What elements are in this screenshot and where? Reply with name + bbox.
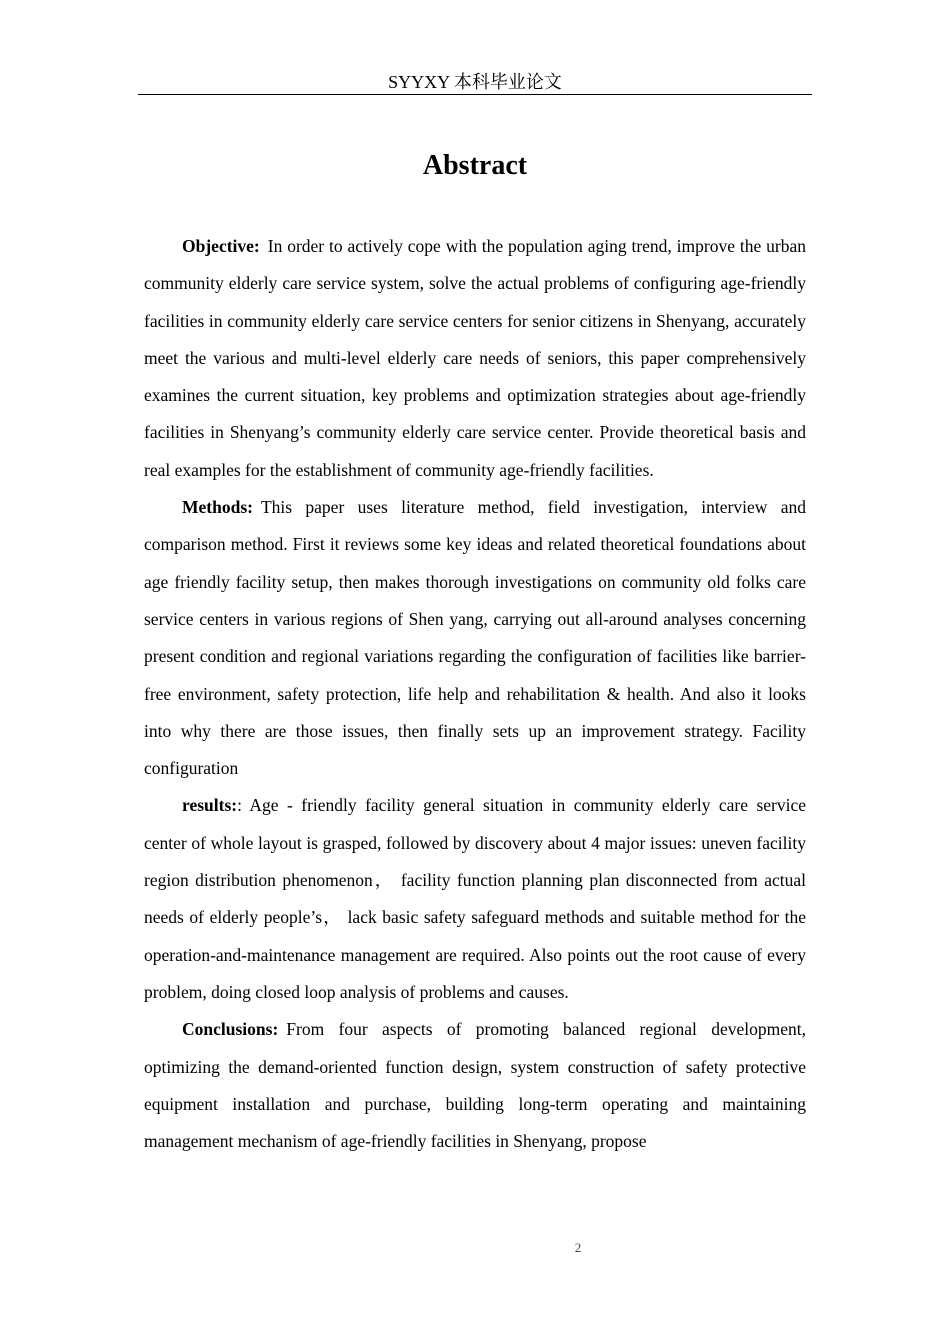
abstract-body — [144, 228, 806, 1160]
paragraph-methods — [144, 489, 806, 787]
paragraph-conclusions — [144, 1011, 806, 1160]
paragraph-text: In order to actively cope with the population aging trend, improve the urban community elderly care service system, solve the actual problems of configuring age-friendly facilities in community elderly care service centers for senior citizens in Shenyang, accurately meet the various and multi-level elderly care needs of seniors, this paper comprehensively examines the current situation, key problems and optimization strategies about age-friendly facilities in Shenyang’s community elderly care service center. Provide theoretical basis and real examples for the establishment of community age-friendly facilities. — [144, 236, 806, 480]
paragraph-label: Conclusions: — [182, 1019, 279, 1040]
paragraph-text: : Age - friendly facility general situation in community elderly care service center of whole layout is grasped, followed by discovery about 4 major issues: uneven facility region distribution phenomenon， facility function planning plan disconnected from actual needs of elderly people’s， lack basic safety safeguard methods and suitable method for the operation-and-maintenance management are required. Also points out the root cause of every problem, doing closed loop analysis of problems and causes. — [144, 795, 806, 1002]
paragraph-text: This paper uses literature method, field investigation, interview and comparison method. First it reviews some key ideas and related theoretical foundations about age friendly facility setup, then makes thorough investigations on community old folks care service centers in various regions of Shen yang, carrying out all-around analyses concerning present condition and regional variations regarding the configuration of facilities like barrier-free environment, safety protection, life help and rehabilitation & health. And also it looks into why there are those issues, then finally sets up an improvement strategy. Facility configuration — [144, 497, 806, 779]
paragraph-results — [144, 787, 806, 1011]
paragraph-label: Methods: — [182, 497, 253, 518]
page-title: Abstract — [422, 150, 528, 181]
paragraph-label: results: — [182, 795, 238, 816]
paragraph-text: From four aspects of promoting balanced regional development, optimizing the demand-oriented function design, system construction of safety protective equipment installation and purchase, building long-term operating and maintaining management mechanism of age-friendly facilities in Shenyang, propose — [144, 1019, 806, 1152]
paragraph-label: Objective: — [182, 236, 260, 256]
running-header: SYYXY 本科毕业论文 — [138, 70, 812, 95]
paragraph-objective — [144, 228, 806, 489]
page-number: 2 — [574, 1240, 582, 1255]
